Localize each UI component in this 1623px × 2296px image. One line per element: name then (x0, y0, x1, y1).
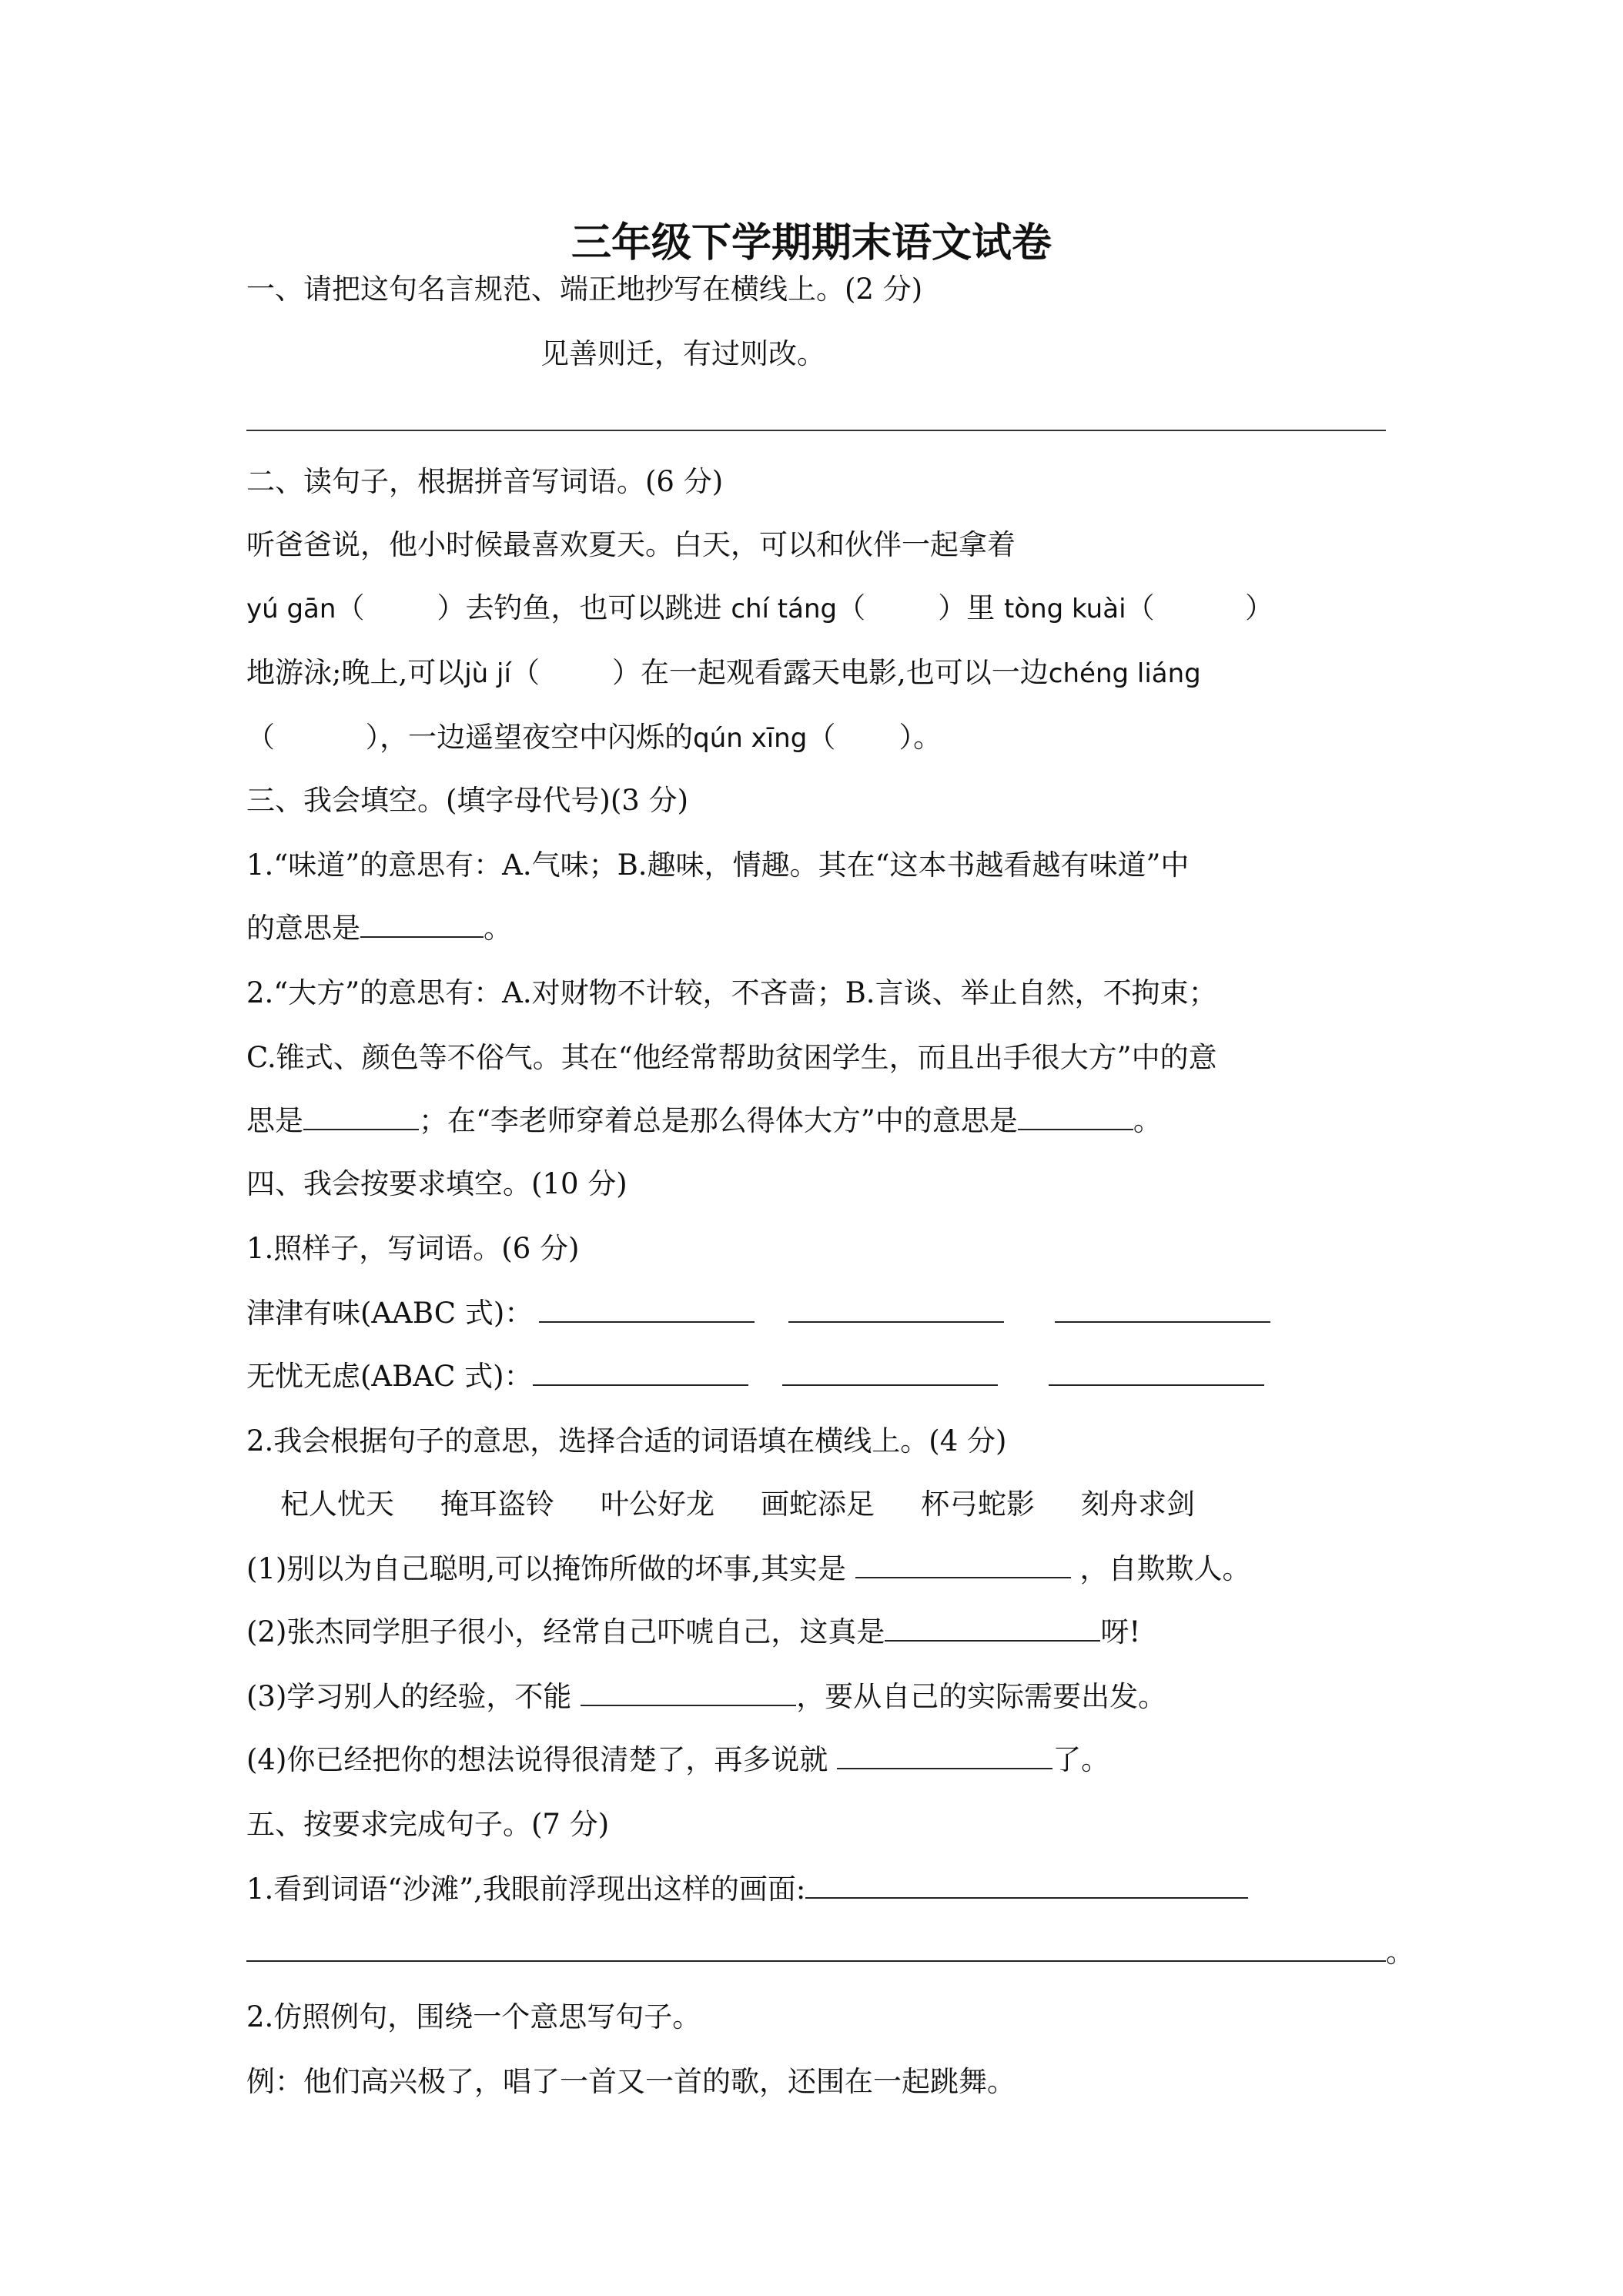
blank-paren-4[interactable]: （ ） (510, 656, 641, 689)
answer-blank[interactable] (782, 1358, 998, 1386)
blank-paren-6[interactable]: （ ） (807, 721, 914, 754)
q4-1: 1.照样子，写词语。(6 分) (246, 1232, 580, 1265)
section-4-heading: 四、我会按要求填空。(10 分) (246, 1167, 627, 1200)
q3-1-line-a: 1.“味道”的意思有：A.气味；B.趣味，情趣。其在“这本书越看越有味道”中 (246, 848, 1190, 882)
answer-blank[interactable] (855, 1551, 1071, 1578)
answer-blank[interactable] (1018, 1103, 1133, 1130)
answer-blank[interactable] (1055, 1295, 1270, 1323)
blank-paren-2[interactable]: （ ） (837, 591, 967, 624)
answer-blank[interactable] (1049, 1358, 1264, 1386)
passage-line-4: （ ），一边遥望夜空中闪烁的qún xīng（ ）。 (246, 721, 942, 754)
passage-line-3: 地游泳;晚上,可以jù jí（ ）在一起观看露天电影,也可以一边chéng liáng (246, 656, 1201, 689)
q5-1-continued: 。 (246, 1934, 1394, 1971)
word-bank-item: 杯弓蛇影 (921, 1488, 1035, 1521)
q3-2-line-c: 思是 ；在“李老师穿着总是那么得体大方”中的意思是 。 (246, 1104, 1162, 1137)
section-5-heading: 五、按要求完成句子。(7 分) (246, 1808, 610, 1841)
q3-2-line-b: C.锥式、颜色等不俗气。其在“他经常帮助贫困学生，而且出手很大方”中的意 (246, 1041, 1217, 1074)
pinyin-tongkuai: tòng kuài (1003, 594, 1126, 624)
answer-blank[interactable] (837, 1742, 1052, 1769)
q3-2-line-a: 2.“大方”的意思有：A.对财物不计较，不吝啬；B.言谈、举止自然，不拘束； (246, 976, 1217, 1009)
q5-2-example: 例：他们高兴极了，唱了一首又一首的歌，还围在一起跳舞。 (246, 2065, 1016, 2098)
answer-blank[interactable] (246, 1934, 1386, 1962)
answer-blank[interactable] (581, 1678, 796, 1706)
passage-line-2: yú gān（ ）去钓鱼，也可以跳进 chí táng（ ）里 tòng kuài（ ） (246, 591, 1274, 624)
answer-blank[interactable] (533, 1358, 748, 1386)
pinyin-qunxing: qún xīng (693, 723, 808, 754)
word-bank-item: 刻舟求剑 (1081, 1488, 1195, 1521)
word-bank (280, 1486, 1427, 1523)
q4-2-sentence-2: (2)张杰同学胆子很小，经常自己吓唬自己，这真是 呀! (246, 1615, 1141, 1648)
copy-line[interactable] (246, 430, 1386, 431)
word-bank-item: 杞人忧天 (280, 1488, 394, 1521)
answer-blank[interactable] (360, 910, 484, 938)
answer-blank[interactable] (885, 1614, 1100, 1642)
section-2-heading: 二、读句子，根据拼音写词语。(6 分) (246, 465, 724, 498)
pinyin-juji: jù jí (464, 658, 511, 689)
answer-blank[interactable] (805, 1871, 1248, 1899)
section-1-heading: 一、请把这句名言规范、端正地抄写在横线上。(2 分) (246, 273, 923, 306)
q5-1: 1.看到词语“沙滩”,我眼前浮现出这样的画面: (246, 1871, 1394, 1908)
answer-blank[interactable] (303, 1103, 419, 1130)
word-bank-item: 画蛇添足 (761, 1488, 875, 1521)
abac-row: 无忧无虑(ABAC 式)： (246, 1358, 1394, 1395)
pinyin-chitang: chí táng (731, 594, 838, 624)
q4-2: 2.我会根据句子的意思，选择合适的词语填在横线上。(4 分) (246, 1424, 1007, 1458)
quote-text: 见善则迁，有过则改。 (540, 337, 825, 370)
q4-2-sentence-3: (3)学习别人的经验，不能 ，要从自己的实际需要出发。 (246, 1680, 1167, 1713)
blank-paren-3[interactable]: （ ） (1126, 591, 1274, 624)
passage-line-1: 听爸爸说，他小时候最喜欢夏天。白天，可以和伙伴一起拿着 (246, 528, 1016, 561)
word-bank-item: 掩耳盗铃 (440, 1488, 554, 1521)
answer-blank[interactable] (539, 1295, 755, 1323)
answer-blank[interactable] (788, 1295, 1004, 1323)
page-title: 三年级下学期期末语文试卷 (571, 219, 1052, 266)
aabc-row: 津津有味(AABC 式)： (246, 1295, 1394, 1332)
word-bank-item: 叶公好龙 (601, 1488, 714, 1521)
q5-2: 2.仿照例句，围绕一个意思写句子。 (246, 2000, 701, 2033)
q4-2-sentence-1: (1)别以为自己聪明,可以掩饰所做的坏事,其实是 ，自欺欺人。 (246, 1552, 1251, 1585)
blank-paren-5[interactable]: （ ） (246, 721, 380, 754)
blank-paren-1[interactable]: （ ） (336, 591, 466, 624)
q4-2-sentence-4: (4)你已经把你的想法说得很清楚了，再多说就 了。 (246, 1743, 1110, 1776)
pinyin-yugan: yú gān (246, 594, 336, 624)
q3-1-line-b: 的意思是 。 (246, 912, 512, 945)
section-3-heading: 三、我会填空。(填字母代号)(3 分) (246, 784, 689, 817)
pinyin-chengliang: chéng liáng (1048, 658, 1201, 689)
